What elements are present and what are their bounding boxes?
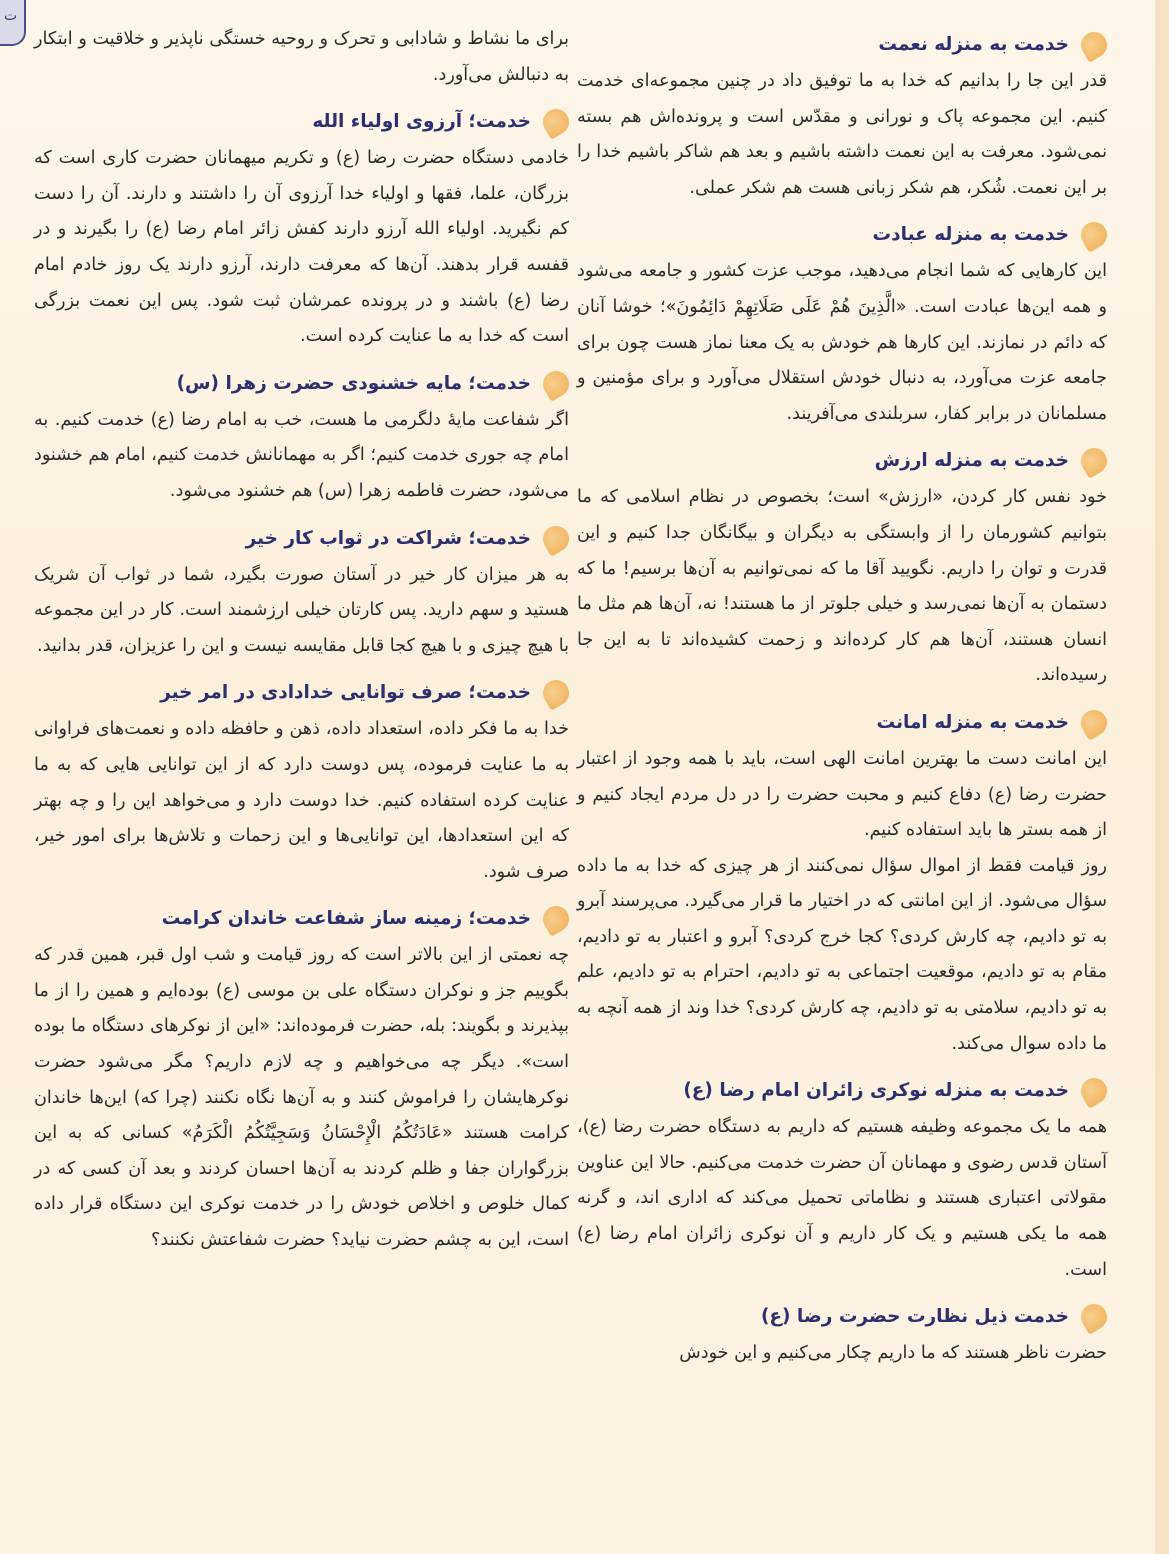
section-heading-text: خدمت به منزله نعمت — [878, 34, 1069, 55]
section-paragraph: خدا به ما فکر داده، استعداد داده، ذهن و حافظه داده و نعمت‌های فراوانی به ما عنایت فرموده، پس دوست دارد که از این توانایی هایی که به ما عنایت کرده استفاده کنیم. خدا دوست دارد و می‌خواهد این را و چه بهتر که این استعدادها، این توانایی‌ها و این زحمات و تلاش‌ها برای امور خیر، صرف شود. — [34, 719, 569, 882]
page-edge-strip — [1155, 0, 1169, 1554]
section-paragraph: اگر شفاعت مایهٔ دلگرمی ما هست، خب به امام رضا (ع) خدمت کنیم. به امام چه جوری خدمت کنیم؛ اگر به مهمانانش خدمت کنیم، امام هم خشنود می‌شود، حضرت فاطمه زهرا (س) هم خشنود می‌شود. — [34, 409, 569, 501]
section-heading-text: خدمت به منزله نوکری زائران امام رضا (ع) — [683, 1080, 1069, 1102]
right-column — [577, 22, 1107, 1386]
section-heading-text: خدمت ذیل نظارت حضرت رضا (ع) — [760, 1306, 1069, 1328]
section-heading-text: خدمت به منزله عبادت — [872, 224, 1069, 246]
section-paragraph: این کارهایی که شما انجام می‌دهید، موجب عزت کشور و جامعه می‌شود و همه این‌ها عبادت است. «الَّذِینَ هُمْ عَلَی صَلَاتِهِمْ دَائِمُونَ»؛ خوشا آنان که دائم در نمازند. این کارها هم خودش به یک معنا نماز هست چون برای جامعه عزت می‌آورد، به دنبال خودش استقلال می‌آورد و برای مؤمنین و مسلمانان در برابر کفار، سربلندی می‌آفریند. — [577, 261, 1107, 424]
section-paragraph: خادمی دستگاه حضرت رضا (ع) و تکریم میهمانان حضرت کاری است که بزرگان، علما، فقها و اولیاء خدا آرزوی آن را داشتند و دارند. آن را دست کم نگیرید. اولیاء الله آرزو دارند کفش زائر امام رضا (ع) را بگیرند و در قفسه قرار بدهند. آن‌ها که معرفت دارند، آرزو دارند یک روز خادم امام رضا (ع) باشند و در پرونده عمرشان ثبت شود. پس این نعمت بزرگی است که خدا به ما عنایت کرده است. — [34, 148, 569, 347]
section — [577, 708, 1107, 1062]
section-paragraph: چه نعمتی از این بالاتر است که روز قیامت و شب اول قبر، همین قدر که بگوییم جز و نوکران دستگاه علی بن موسی (ع) بوده‌ایم و همین را از ما بپذیرند و بگویند: بله، حضرت فرموده‌اند: «این از نوکرهای دستگاه ما بوده است». دیگر چه می‌خواهیم و چه لازم داریم؟ مگر می‌شود حضرت نوکرهایشان را فراموش کنند و به آن‌ها نگاه نکنند (چرا که) این‌ها خاندان کرامت هستند «عَادَتُکُمُ الْإِحْسَانُ وَسَجِیَّتُکُمُ الْکَرَمُ» کسانی که به این بزرگواران جفا و ظلم کردند به آن‌ها احسان کردند و بعد آن کسی که در کمال خلوص و اخلاص خودش را در خدمت نوکری این دستگاه قرار داده است، این به چشم حضرت نیاید؟ حضرت شفاعتش نکنند؟ — [34, 945, 569, 1251]
section-heading — [577, 220, 1107, 250]
section-heading — [34, 904, 569, 934]
bullet-icon — [1076, 444, 1112, 480]
bullet-icon — [538, 902, 574, 938]
section-paragraph: این امانت دست ما بهترین امانت الهی است، باید با همه وجود از اعتبار حضرت رضا (ع) دفاع کنیم و محبت حضرت را در دل مردم ایجاد کنیم و از همه بستر ها باید استفاده کنیم. — [577, 748, 1107, 841]
section-heading-text: خدمت به منزله ارزش — [874, 450, 1069, 472]
section — [577, 30, 1107, 206]
section-heading-text: خدمت؛ زمینه ساز شفاعت خاندان کرامت — [161, 908, 531, 930]
bullet-icon — [1076, 1073, 1112, 1109]
bullet-icon — [1076, 218, 1112, 254]
bullet-icon — [1076, 27, 1112, 63]
left-column — [34, 22, 569, 1273]
bullet-icon — [1076, 1299, 1112, 1335]
section — [577, 1076, 1107, 1288]
section-heading-text: خدمت؛ صرف توانایی خدادادی در امر خیر — [160, 682, 531, 704]
section-paragraph: روز قیامت فقط از اموال سؤال نمی‌کنند از هر چیزی که خدا به ما داده سؤال می‌شود. از این امانتی که در اختیار ما قرار می‌گیرد. می‌پرسند آبرو به تو دادیم، چه کارش کردی؟ کجا خرج کردی؟ آبرو و اعتبار به تو دادیم، مقام به تو دادیم، موقعیت اجتماعی به تو دادیم، احترام به تو دادیم، علم به تو دادیم، سلامتی به تو دادیم، چه کارش کردی؟ خدا وند از همه آنچه به ما داده سوال می‌کند. — [577, 855, 1107, 1054]
section-heading — [577, 446, 1107, 476]
bullet-icon — [538, 104, 574, 140]
section — [34, 369, 569, 510]
section-heading — [577, 1076, 1107, 1106]
bullet-icon — [538, 521, 574, 557]
section-heading — [577, 30, 1107, 60]
bullet-icon — [1076, 705, 1112, 741]
section-paragraph: خود نفس کار کردن، «ارزش» است؛ بخصوص در نظام اسلامی که ما بتوانیم کشورمان را از وابستگی به دیگران و بیگانگان جدا کنیم و این قدرت و توان را داریم. نگویید آقا ما که نمی‌توانیم به آن‌ها برسیم! ما که دستمان به آن‌ها نمی‌رسد و خیلی جلوتر از ما هستند! نه، آن‌ها هم مثل ما انسان هستند، آن‌ها هم کار کرده‌اند و زحمت کشیده‌اند تا به این جا رسیده‌اند. — [577, 487, 1107, 686]
section-heading — [34, 369, 569, 399]
section — [34, 524, 569, 665]
bullet-icon — [538, 676, 574, 712]
section-heading — [577, 708, 1107, 738]
page-corner-tab — [0, 0, 26, 46]
section-paragraph: قدر این جا را بدانیم که خدا به ما توفیق داد در چنین مجموعه‌ای خدمت کنیم. این مجموعه پاک و نورانی و مقدّس است و پرونده‌اش هم بسته نمی‌شود. معرفت به این نعمت داشته باشیم و بعد هم شاکر باشیم خدا را بر این نعمت. شُکر، هم شکر زبانی هست هم شکر عملی. — [577, 71, 1107, 198]
section-heading-text: خدمت؛ مایه خشنودی حضرت زهرا (س) — [176, 372, 531, 394]
section — [577, 446, 1107, 694]
section-heading — [34, 107, 569, 137]
section — [34, 107, 569, 355]
section — [577, 220, 1107, 432]
section — [34, 678, 569, 890]
section-heading-text: خدمت؛ آرزوی اولیاء الله — [312, 111, 531, 133]
section — [34, 904, 569, 1258]
section-heading — [34, 678, 569, 708]
section-heading-text: خدمت؛ شراکت در ثواب کار خیر — [245, 527, 531, 549]
section-paragraph: حضرت ناظر هستند که ما داریم چکار می‌کنیم و این خودش — [679, 1343, 1107, 1364]
section-heading — [34, 524, 569, 554]
section — [34, 22, 569, 93]
section — [577, 1302, 1107, 1372]
section-paragraph: برای ما نشاط و شادابی و تحرک و روحیه خستگی ناپذیر و خلاقیت و ابتکار به دنبالش می‌آورد. — [34, 29, 569, 85]
section-heading-text: خدمت به منزله امانت — [876, 711, 1069, 733]
section-heading — [577, 1302, 1107, 1332]
bullet-icon — [538, 366, 574, 402]
section-paragraph: همه ما یک مجموعه وظیفه هستیم که داریم به دستگاه حضرت رضا (ع)، آستان قدس رضوی و مهمانان آن حضرت خدمت می‌کنیم. حالا این عناوین مقولاتی اعتباری هستند و نظاماتی تحمیل می‌کند که اداری اند، و گرنه همه ما یکی هستیم و یک کار داریم و آن نوکری زائران امام رضا (ع) است. — [577, 1117, 1107, 1280]
corner-mark: ت — [4, 8, 18, 24]
section-paragraph: به هر میزان کار خیر در آستان صورت بگیرد، شما در ثواب آن شریک هستید و سهم دارید. پس کارتان خیلی ارزشمند است. کار در این مجموعه با هیچ چیزی و با هیچ کجا قابل مقایسه نیست و این را عزیزان، قدر بدانید. — [34, 564, 569, 656]
